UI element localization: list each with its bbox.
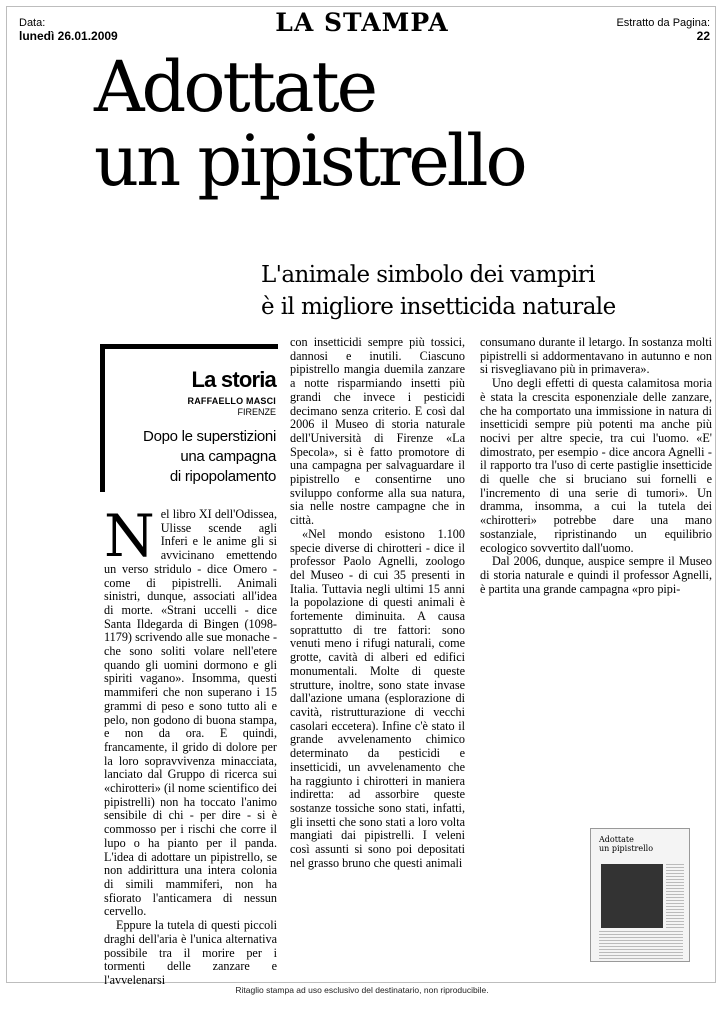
deck-line-1: Dopo le superstizioni (143, 428, 276, 445)
page-block (616, 17, 710, 43)
paragraph: Dal 2006, dunque, auspice sempre il Museo di storia naturale e quindi il professor Agnelli, è partita una grande campagna «pro pipi- (480, 554, 712, 596)
paragraph: consumano durante il letargo. In sostanza molti pipistrelli si addormentavano in autunno e non si risvegliavano più in primavera». (480, 335, 712, 377)
paragraph: Eppure la tutela di questi piccoli draghi dell'aria è l'unica alternativa possibile tra il morire per i tormenti delle zanzare e l'avvelenarsi (104, 918, 277, 987)
body-column-2 (290, 336, 465, 870)
dateline-place: FIRENZE (237, 407, 276, 417)
subheadline (261, 259, 711, 323)
headline-line-1: Adottate (94, 46, 376, 128)
body-column-3 (480, 336, 712, 596)
thumbnail-title (599, 835, 683, 853)
author-byline: RAFFAELLO MASCI (187, 396, 276, 406)
page-thumbnail (590, 828, 690, 962)
paragraph: con insetticidi sempre più tossici, dannosi e inutili. Ciascuno pipistrello mangia duemila zanzare a notte risparmiando insetti più grandi che invece i pesticidi decimano senza criterio. E così dal 2006 il Museo di storia naturale dell'Università di Firenze «La Specola», si è fatto promotore di una campagna per salvaguardare il pipistrello e consentirne uno sviluppo conforme alla sua natura, sia nelle nostre campagne che in città. (290, 335, 465, 528)
headline-line-2: un pipistrello (94, 120, 525, 202)
kicker: La storia (191, 367, 276, 392)
subhead-line-2: è il migliore insetticida naturale (261, 294, 616, 320)
thumbnail-text-column (666, 864, 684, 928)
headline (94, 46, 694, 202)
deck (105, 427, 276, 487)
deck-line-3: di ripopolamento (169, 468, 276, 485)
paragraph (104, 502, 277, 919)
masthead: LA STAMPA (275, 8, 449, 37)
deck-line-2: una campagna (180, 448, 276, 465)
paragraph-text: el libro XI dell'Odissea, Ulisse scende agli Inferi e le anime gli si avvicinano emettendo un verso stridulo - dice Omero - come di pipistrelli. Animali sinistri, dunque, associati all'idea di morte. «Strani uccelli - dice Santa Ildegarda di Bingen (1098-1179) scrivendo alle sue monache - che sono soliti volare nell'etere quando gli uomini dormono e gli spiriti vagano». Insomma, questi mammiferi che non superano i 15 grammi di peso e sono tutto ali e pelo, non godono di buona stampa, e non da ora. E quindi, francamente, il grido di dolore per la loro sopravvivenza minacciata, lanciato dal Gruppo di ricerca sui «chirotteri» (il nome scientifico dei pipistrelli) non ha toccato l'animo sensibile di chi - per dire - si è commosso per i rischi che corre il lupo o ha pianto per il panda. L'idea di adottare un pipistrello, se non addirittura una intera colonia di simili mammiferi, non ha sfiorato l'anticamera di nessun cervello. (104, 507, 277, 919)
date-label: Data: (19, 17, 46, 29)
paragraph: Uno degli effetti di questa calamitosa moria è stata la crescita esponenziale delle zanzare, che ha comportato una immissione in natura di insetticidi sempre più potenti ma anche più nocivi per altre specie, tra cui l'uomo. «E' dimostrato, per esempio - dice ancora Agnelli - il rapporto tra l'uso di certe pastiglie insetticide di quelle che si bruciano sui fornelli e l'incremento di una serie di tumori». Un dramma, insomma, a cui la tutela dei «chirotteri» potrebbe dare una mano sostanziale, ripristinando un equilibrio ecologico sovvertito dall'uomo. (480, 376, 712, 555)
page-number: 22 (696, 29, 710, 43)
issue-date: lunedì 26.01.2009 (19, 29, 118, 43)
thumbnail-photo (601, 864, 663, 928)
subhead-line-1: L'animale simbolo dei vampiri (261, 262, 595, 288)
thumbnail-text-block (599, 931, 683, 959)
paragraph: «Nel mondo esistono 1.100 specie diverse di chirotteri - dice il professor Paolo Agnelli, zoologo del Museo - di cui 35 presenti in Italia. Tuttavia negli ultimi 15 anni la popolazione di questi animali è fortemente diminuita. A causa soprattutto di tre fattori: sono venuti meno i rifugi naturali, come grotte, cavità di alberi ed edifici monumentali. Molte di queste strutture, inoltre, sono state invase dall'azione umana (esplorazione di cavità, ristrutturazione di vecchi casolari eccetera). Infine c'è stato il grande avvelenamento chimico determinato da pesticidi e insetticidi, un avvelenamento che ha raggiunto i chirotteri in maniera indiretta: ad assorbire queste sostanze tossiche sono stati, infatti, gli insetti che sono stati a loro volta mangiati dai pipistrelli. I veleni così assunti si sono poi depositati nel grasso bruno che questi animali (290, 526, 465, 870)
footer-notice: Ritaglio stampa ad uso esclusivo del destinatario, non riproducibile. (235, 985, 489, 995)
body-column-1 (104, 502, 277, 988)
extract-label: Estratto da Pagina: (616, 17, 710, 29)
thumbnail-title-line-2: un pipistrello (599, 844, 654, 853)
story-box (100, 344, 278, 492)
thumbnail-title-line-1: Adottate (599, 835, 634, 844)
drop-cap: N (104, 502, 155, 570)
